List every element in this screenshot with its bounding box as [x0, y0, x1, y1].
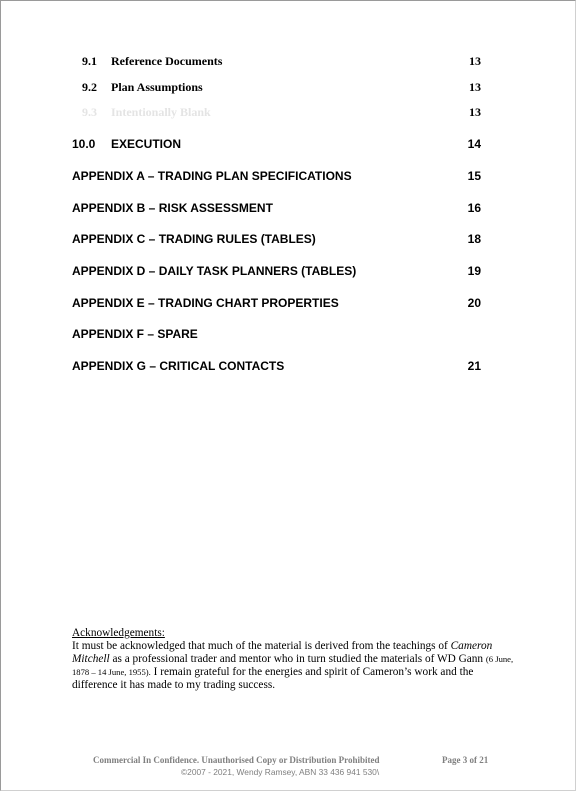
toc-entry-title: EXECUTION [111, 137, 182, 151]
toc-entry-number: 10.0 [72, 137, 96, 151]
footer-copyright: ©2007 - 2021, Wendy Ramsey, ABN 33 436 941 530\ [181, 767, 380, 777]
acknowledgements-mentor-name: Cameron Mitchell [72, 640, 493, 665]
footer-page-number: Page 3 of 21 [442, 755, 489, 765]
toc-entry-9-3[interactable] [0, 105, 577, 123]
footer-confidentiality-notice: Commercial In Confidence. Unauthorised Copy or Distribution Prohibited [93, 755, 380, 765]
toc-entry-title: APPENDIX D – DAILY TASK PLANNERS (TABLES) [72, 264, 357, 278]
toc-entry-title: APPENDIX A – TRADING PLAN SPECIFICATIONS [72, 169, 352, 183]
acknowledgements-text: It must be acknowledged that much of the material is derived from the teachings of [72, 640, 451, 652]
toc-entry-title: APPENDIX G – CRITICAL CONTACTS [72, 359, 285, 373]
toc-entry-page: 16 [467, 201, 481, 215]
toc-entry-page: 20 [467, 296, 481, 310]
toc-entry-title: APPENDIX F – SPARE [72, 327, 198, 341]
toc-entry-title: Reference Documents [111, 54, 223, 68]
toc-entry-page: 13 [469, 80, 481, 94]
toc-entry-number: 9.2 [82, 80, 97, 94]
toc-entry-page: 19 [467, 264, 481, 278]
toc-entry-page: 13 [469, 105, 481, 119]
toc-entry-title: APPENDIX E – TRADING CHART PROPERTIES [72, 296, 339, 310]
toc-entry-9-2[interactable] [0, 80, 577, 98]
toc-entry-number: 9.3 [82, 105, 97, 119]
toc-entry-appendix-a[interactable] [0, 169, 577, 187]
toc-entry-number: 9.1 [82, 54, 97, 68]
toc-entry-appendix-c[interactable] [0, 232, 577, 250]
toc-entry-appendix-g[interactable] [0, 359, 577, 377]
toc-entry-appendix-d[interactable] [0, 264, 577, 282]
toc-entry-page: 13 [469, 54, 481, 68]
toc-entry-page: 15 [467, 169, 481, 183]
acknowledgements-block [72, 627, 520, 692]
toc-entry-appendix-b[interactable] [0, 201, 577, 219]
toc-entry-title: APPENDIX B – RISK ASSESSMENT [72, 201, 273, 215]
toc-entry-page: 18 [467, 232, 481, 246]
toc-entry-10-0[interactable] [0, 137, 577, 155]
toc-entry-page: 21 [467, 359, 481, 373]
acknowledgements-text: as a professional trader and mentor who in turn studied the materials of WD Gann [109, 653, 486, 665]
toc-entry-title: Plan Assumptions [111, 80, 203, 94]
acknowledgements-text: I remain grateful for the energies and spirit of Cameron’s work and the difference it has made to my trading success. [72, 666, 474, 691]
toc-entry-page: 14 [467, 137, 481, 151]
toc-entry-9-1[interactable] [0, 54, 577, 72]
toc-entry-title: APPENDIX C – TRADING RULES (TABLES) [72, 232, 316, 246]
acknowledgements-heading: Acknowledgements: [72, 627, 165, 639]
toc-entry-appendix-f[interactable] [0, 327, 577, 345]
toc-entry-appendix-e[interactable] [0, 296, 577, 314]
acknowledgements-dates: (6 June, 1878 – 14 June, 1955). [72, 654, 514, 677]
toc-entry-title: Intentionally Blank [111, 105, 211, 119]
